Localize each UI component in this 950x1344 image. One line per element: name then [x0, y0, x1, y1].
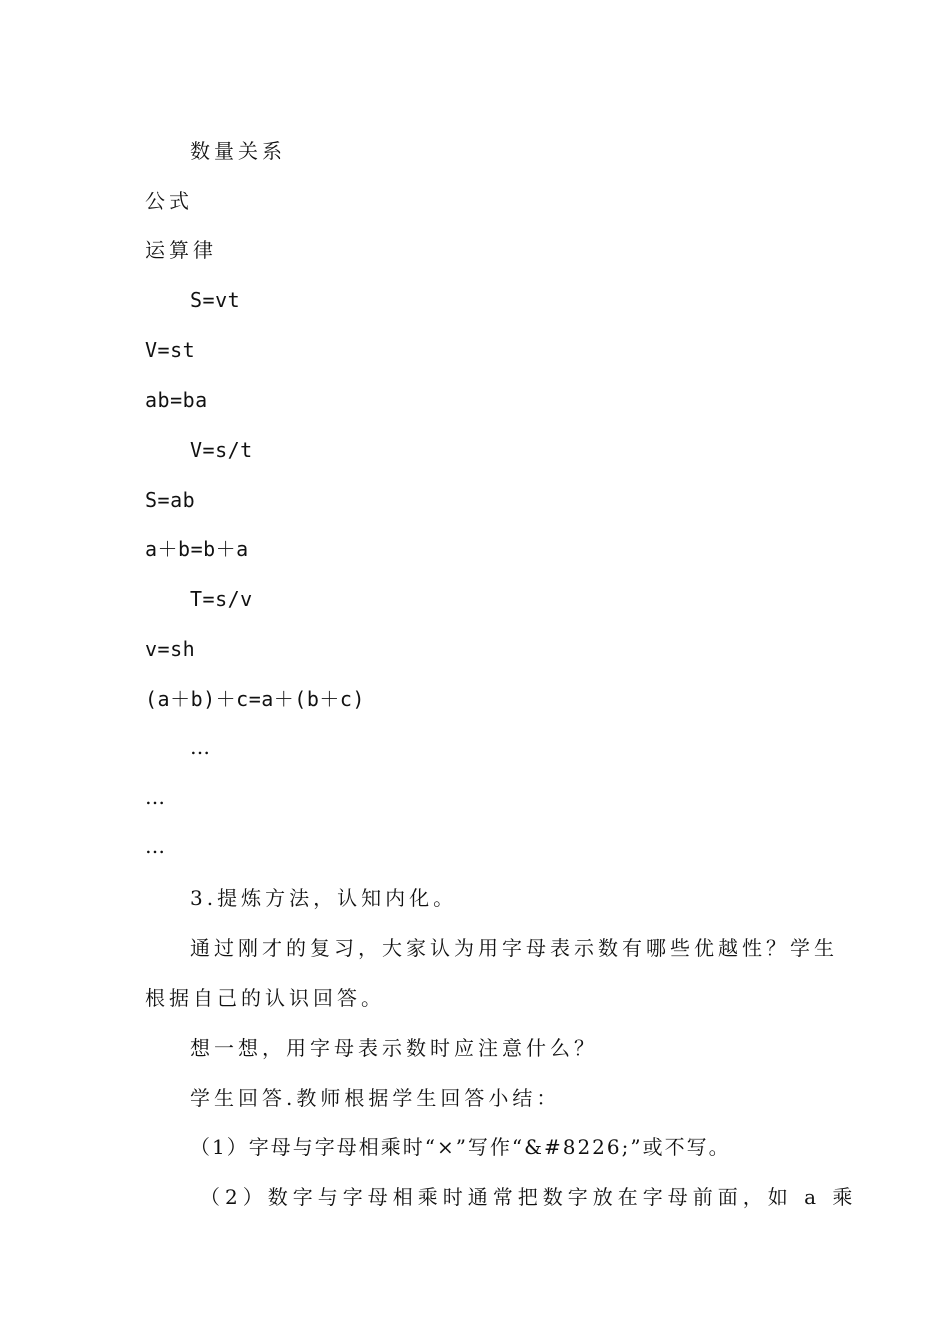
paragraph-line: 通过刚才的复习，大家认为用字母表示数有哪些优越性？学生: [190, 936, 838, 960]
paragraph-line: （2）数字与字母相乘时通常把数字放在字母前面，如 a 乘: [200, 1185, 858, 1209]
formula-line: S=vt: [190, 288, 241, 312]
paragraph-line: （1）字母与字母相乘时“×”写作“&#8226;”或不写。: [190, 1135, 731, 1159]
formula-line: a＋b=b＋a: [145, 537, 249, 561]
ellipsis-line: …: [190, 735, 211, 759]
formula-line: v=sh: [145, 637, 196, 661]
ellipsis-line: …: [145, 785, 166, 809]
formula-line: S=ab: [145, 488, 196, 512]
formula-line: T=s/v: [190, 587, 253, 611]
section-heading: 3.提炼方法，认知内化。: [190, 886, 458, 910]
paragraph-line: 学生回答.教师根据学生回答小结：: [190, 1086, 561, 1110]
text-line: 运算律: [145, 238, 217, 262]
paragraph-line: 根据自己的认识回答。: [145, 986, 385, 1010]
formula-line: V=st: [145, 338, 196, 362]
formula-line: (a＋b)＋c=a＋(b＋c): [145, 687, 365, 711]
formula-line: ab=ba: [145, 388, 208, 412]
paragraph-line: 想一想，用字母表示数时应注意什么？: [190, 1036, 598, 1060]
text-line: 数量关系: [190, 139, 286, 163]
text-line: 公式: [145, 189, 193, 213]
ellipsis-line: …: [145, 834, 166, 858]
formula-line: V=s/t: [190, 438, 253, 462]
